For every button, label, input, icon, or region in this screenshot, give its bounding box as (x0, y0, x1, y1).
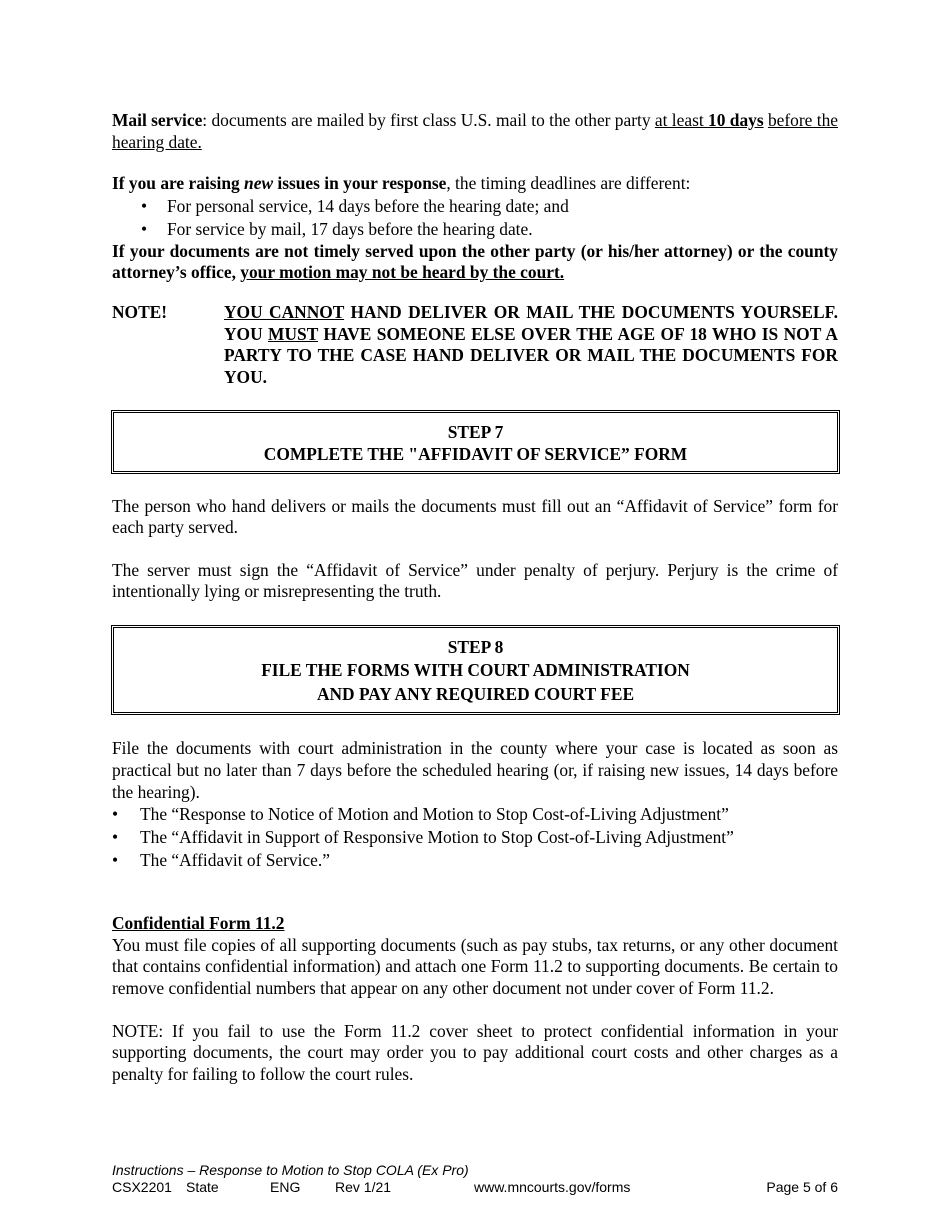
mail-service-label: Mail service (112, 110, 203, 130)
page-footer (112, 1162, 838, 1196)
step-8-paragraph: File the documents with court administration in the county where your case is located as soon as practical but no later than 7 days before the scheduled hearing (or, if raising new issues, 14 days before the hearing). (112, 738, 838, 802)
note-text (224, 302, 838, 388)
note-text-1: HAND DELIVER OR MAIL THE DOCUMENTS YOURSELF. YOU (224, 301, 839, 344)
step-8-documents-list (112, 803, 838, 872)
new-issues-lead-italic: new (244, 173, 274, 194)
warning-text: If your documents are not timely served upon the other party (or his/her attorney) or the county attorney’s office, (112, 240, 838, 283)
mail-service-paragraph (112, 110, 838, 153)
confidential-paragraph-2: NOTE: If you fail to use the Form 11.2 cover sheet to protect confidential information in your supporting documents, the court may order you to pay additional court costs and other charges as a penalty for failing to follow the court rules. (112, 1020, 838, 1084)
confidential-paragraph-1: You must file copies of all supporting documents (such as pay stubs, tax returns, or any other document that contains confidential information) and attach one Form 11.2 to supporting documents. Be certain to remove confidential numbers that appear on any other document not under cover of Form 11.2. (112, 934, 838, 998)
step-7-paragraph-2: The server must sign the “Affidavit of Service” under penalty of perjury. Perjury is the crime of intentionally lying or misrepresenting the truth. (112, 559, 838, 602)
bullet-icon: • (112, 827, 119, 848)
note-cannot: YOU CANNOT (224, 301, 345, 322)
list-item (112, 803, 838, 826)
mail-service-deadline-1: at least (654, 110, 709, 130)
mail-service-text: : documents are mailed by first class U.S. mail to the other party (202, 110, 655, 130)
mail-service-deadline-days: 10 days (708, 110, 764, 130)
new-issues-lead-1: If you are raising (112, 173, 245, 194)
new-issues-rest: , the timing deadlines are different: (446, 173, 691, 194)
list-item-text: For service by mail, 17 days before the hearing date. (167, 218, 533, 239)
bullet-icon: • (112, 850, 119, 871)
footer-revision: Rev 1/21 (335, 1179, 392, 1195)
step-8-title: STEP 8 (447, 636, 504, 657)
footer-language: ENG (270, 1179, 301, 1195)
list-item-text: The “Response to Notice of Motion and Motion to Stop Cost-of-Living Adjustment” (140, 804, 729, 825)
bullet-icon: • (141, 195, 148, 216)
step-7-box (111, 410, 840, 473)
step-7-subtitle: COMPLETE THE "AFFIDAVIT OF SERVICE” FORM (263, 443, 688, 464)
step-8-line-3: AND PAY ANY REQUIRED COURT FEE (316, 683, 635, 704)
note-block (112, 302, 838, 388)
bullet-icon: • (141, 218, 148, 239)
step-8-box (111, 625, 840, 716)
footer-page-number: Page 5 of 6 (766, 1179, 838, 1195)
list-item (141, 218, 838, 241)
list-item (112, 826, 838, 849)
new-issues-lead-2: issues in your response (273, 173, 447, 194)
footer-title: Instructions – Response to Motion to Stop COLA (Ex Pro) (112, 1162, 469, 1178)
list-item (112, 849, 838, 872)
mail-service-deadline-2: before the hearing date. (112, 110, 838, 152)
list-item (141, 195, 838, 218)
note-must: MUST (268, 323, 318, 344)
footer-url: www.mncourts.gov/forms (474, 1179, 631, 1195)
step-7-paragraph-1: The person who hand delivers or mails the documents must fill out an “Affidavit of Service” form for each party served. (112, 495, 838, 538)
list-item-text: The “Affidavit in Support of Responsive Motion to Stop Cost-of-Living Adjustment” (140, 827, 734, 848)
step-8-line-2: FILE THE FORMS WITH COURT ADMINISTRATION (261, 660, 690, 681)
list-item-text: The “Affidavit of Service.” (140, 850, 330, 871)
footer-form-code: CSX2201 (112, 1179, 172, 1195)
note-text-2: HAVE SOMEONE ELSE OVER THE AGE OF 18 WHO IS NOT A PARTY TO THE CASE HAND DELIVER OR MAIL THE DOCUMENTS FOR YOU. (224, 323, 838, 387)
list-item-text: For personal service, 14 days before the hearing date; and (167, 195, 569, 216)
confidential-heading: Confidential Form 11.2 (112, 913, 285, 934)
warning-underlined: your motion may not be heard by the court. (240, 262, 565, 283)
new-issues-intro (112, 173, 838, 195)
bullet-icon: • (112, 804, 119, 825)
new-issues-list (112, 195, 838, 241)
footer-row (112, 1179, 838, 1196)
footer-state: State (186, 1179, 219, 1195)
note-label: NOTE! (112, 301, 168, 322)
warning-paragraph (112, 241, 838, 284)
document-body (112, 110, 838, 1085)
step-7-title: STEP 7 (447, 422, 504, 443)
